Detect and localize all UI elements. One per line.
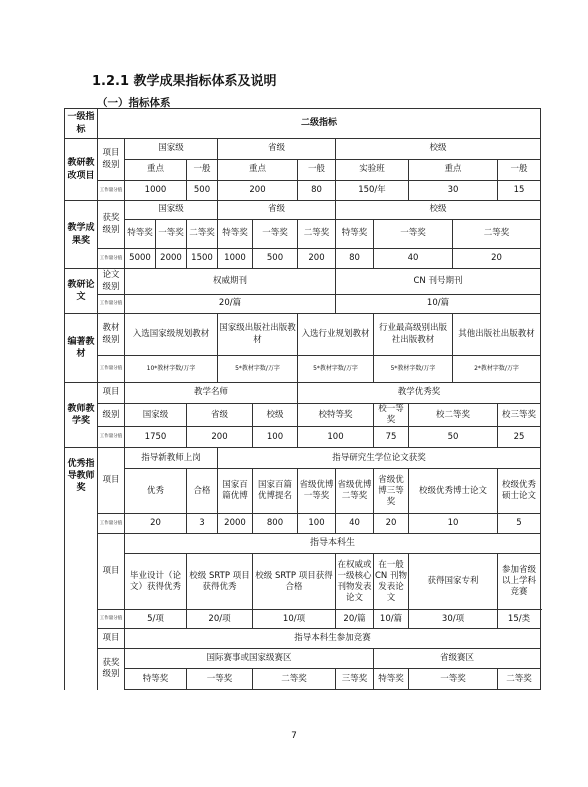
indicator-table (64, 108, 541, 690)
cell: 国家级出版社出版教材 (218, 314, 298, 356)
cell: 权威期刊 (125, 269, 336, 295)
cell: 重点 (218, 160, 298, 181)
cell: 一等奖 (409, 669, 498, 690)
cell: 1750 (125, 427, 187, 448)
category-teacher-prize: 教师教学奖 (65, 383, 98, 448)
cell: 合格 (187, 469, 218, 514)
cell: 毕业设计（论文）获得优秀 (125, 554, 187, 610)
row-label: 教材级别 (98, 314, 125, 356)
table-row (65, 649, 541, 669)
cell: 20/篇 (336, 610, 374, 629)
unit-label: 工作量分值 (98, 295, 125, 314)
table-row (65, 514, 541, 534)
category-teaching-reform: 教研教改项目 (65, 139, 98, 201)
header-level1: 一级指标 (65, 109, 98, 139)
cell: 150/年 (336, 181, 409, 201)
section-heading: 1.2.1 教学成果指标体系及说明 (92, 74, 277, 89)
cell: 1000 (218, 249, 253, 269)
cell: 10*教材字数/万字 (125, 356, 218, 383)
cell: 指导新教师上岗 (125, 448, 218, 469)
cell: 省级优博三等奖 (374, 469, 409, 514)
unit-label: 工作量分值 (98, 610, 125, 629)
row-label: 项目 (98, 448, 125, 514)
cell: 国际赛事或国家级赛区 (125, 649, 374, 669)
cell: 优秀 (125, 469, 187, 514)
cell: 国家级 (125, 139, 218, 160)
cell: 5 (498, 514, 541, 534)
subsection-heading: （一）指标体系 (97, 97, 171, 109)
cell: 校一等奖 (374, 404, 409, 427)
cell: 省级 (218, 139, 336, 160)
cell: 2*教材字数/万字 (453, 356, 541, 383)
table-row (65, 534, 541, 554)
cell: 校二等奖 (409, 404, 498, 427)
cell: 800 (253, 514, 298, 534)
cell: 二等奖 (253, 669, 336, 690)
cell: 50 (409, 427, 498, 448)
cell: 省级 (187, 404, 253, 427)
cell: 80 (298, 181, 336, 201)
cell: 入选行业规划教材 (298, 314, 374, 356)
cell: 1500 (187, 249, 218, 269)
cell: 特等奖 (336, 220, 374, 249)
cell: 15/类 (498, 610, 541, 629)
unit-label: 工作量分值 (98, 514, 125, 534)
row-label: 项目 (98, 383, 125, 404)
table-row (65, 269, 541, 295)
cell: 5/项 (125, 610, 187, 629)
cell: 校级 SRTP 项目获得优秀 (187, 554, 253, 610)
cell: 特等奖 (218, 220, 253, 249)
cell: 国家级 (125, 404, 187, 427)
cell: 教学优秀奖 (298, 383, 541, 404)
cell: 一等奖 (253, 220, 298, 249)
table-row (65, 383, 541, 404)
cell: 10/项 (253, 610, 336, 629)
cell: 2000 (156, 249, 187, 269)
cell: 二等奖 (453, 220, 541, 249)
cell: 40 (336, 514, 374, 534)
cell: 1000 (125, 181, 187, 201)
table-row (65, 201, 541, 220)
cell: 校级 (336, 139, 541, 160)
cell: 国家级 (125, 201, 218, 220)
cell: 5*教材字数/万字 (298, 356, 374, 383)
table-header-row (65, 109, 541, 139)
cell: 重点 (125, 160, 187, 181)
cell: 200 (187, 427, 253, 448)
cell: 校特等奖 (298, 404, 374, 427)
cell: 重点 (409, 160, 498, 181)
cell: 20/项 (187, 610, 253, 629)
row-label: 项目 级别 (98, 139, 125, 181)
cell: 100 (253, 427, 298, 448)
cell: 指导研究生学位论文获奖 (218, 448, 541, 469)
unit-label: 工作量分值 (98, 181, 125, 201)
cell: 特等奖 (125, 669, 187, 690)
cell: 20/篇 (125, 295, 336, 314)
row-label: 项目 (98, 534, 125, 610)
cell: 40 (374, 249, 453, 269)
cell: 5*教材字数/万字 (218, 356, 298, 383)
cell: 行业最高级别出版社出版教材 (374, 314, 453, 356)
cell: 30/项 (409, 610, 498, 629)
table-row (65, 448, 541, 469)
cell: 入选国家级规划教材 (125, 314, 218, 356)
cell: 200 (218, 181, 298, 201)
table-row (65, 314, 541, 356)
cell: 75 (374, 427, 409, 448)
row-label: 项目 (98, 629, 125, 649)
unit-label: 工作量分值 (98, 356, 125, 383)
table-row (65, 427, 541, 448)
cell: 省级 (218, 201, 336, 220)
cell: 校级优秀硕士论文 (498, 469, 541, 514)
unit-label: 工作量分值 (98, 249, 125, 269)
cell: 省级优博一等奖 (298, 469, 336, 514)
table-row (65, 295, 541, 314)
cell: 5*教材字数/万字 (374, 356, 453, 383)
unit-label: 工作量分值 (98, 427, 125, 448)
cell: 指导本科生 (125, 534, 541, 554)
category-teaching-achievement: 教学成果奖 (65, 201, 98, 269)
table-row (65, 181, 541, 201)
cell: 80 (336, 249, 374, 269)
category-mentor: 优秀指导教师奖 (65, 448, 98, 690)
cell: 2000 (218, 514, 253, 534)
cell: 100 (298, 514, 336, 534)
cell: 实验班 (336, 160, 409, 181)
table-row (65, 404, 541, 427)
cell: 一等奖 (156, 220, 187, 249)
cell: 国家百篇优博 (218, 469, 253, 514)
cell: 一等奖 (374, 220, 453, 249)
row-label: 获奖级别 (98, 201, 125, 249)
table-row (65, 669, 541, 690)
cell: 10/篇 (336, 295, 541, 314)
cell: 省级赛区 (374, 649, 541, 669)
cell: 校三等奖 (498, 404, 541, 427)
cell: 200 (298, 249, 336, 269)
cell: 100 (298, 427, 374, 448)
cell: 10/篇 (374, 610, 409, 629)
cell: 20 (453, 249, 541, 269)
cell: 在权威或一级核心刊物发表论文 (336, 554, 374, 610)
page-number: 7 (291, 731, 297, 741)
cell: 参加省级以上学科竞赛 (498, 554, 541, 610)
cell: 15 (498, 181, 541, 201)
cell: 10 (409, 514, 498, 534)
table-row (65, 554, 541, 610)
cell: 5000 (125, 249, 156, 269)
cell: 特等奖 (374, 669, 409, 690)
category-research-paper: 教研论文 (65, 269, 98, 314)
cell: 校级 (336, 201, 541, 220)
table-row (65, 139, 541, 160)
cell: 在一般 CN 刊物发表论文 (374, 554, 409, 610)
cell: 三等奖 (336, 669, 374, 690)
cell: 20 (374, 514, 409, 534)
cell: 国家百篇优博提名 (253, 469, 298, 514)
table-row (65, 160, 541, 181)
table-row (65, 469, 541, 514)
category-textbook: 编著教材 (65, 314, 98, 383)
table-row (65, 629, 541, 649)
table-row (65, 356, 541, 383)
row-label: 论文级别 (98, 269, 125, 295)
cell: 3 (187, 514, 218, 534)
cell: 一等奖 (187, 669, 253, 690)
cell: 30 (409, 181, 498, 201)
table-row (65, 220, 541, 249)
table-row (65, 610, 541, 629)
cell: 校级 (253, 404, 298, 427)
cell: 省级优博二等奖 (336, 469, 374, 514)
cell: 其他出版社出版教材 (453, 314, 541, 356)
cell: 一般 (498, 160, 541, 181)
cell: 500 (187, 181, 218, 201)
header-level2: 二级指标 (98, 109, 541, 139)
cell: 二等奖 (498, 669, 541, 690)
cell: 校级优秀博士论文 (409, 469, 498, 514)
cell: 校级 SRTP 项目获得合格 (253, 554, 336, 610)
cell: 25 (498, 427, 541, 448)
cell: 二等奖 (187, 220, 218, 249)
cell: 教学名师 (125, 383, 298, 404)
cell: 20 (125, 514, 187, 534)
table-row (65, 249, 541, 269)
cell: 指导本科生参加竞赛 (125, 629, 541, 649)
cell: 一般 (298, 160, 336, 181)
cell: 获得国家专利 (409, 554, 498, 610)
cell: 一般 (187, 160, 218, 181)
cell: 二等奖 (298, 220, 336, 249)
cell: CN 刊号期刊 (336, 269, 541, 295)
row-label: 级别 (98, 404, 125, 427)
cell: 特等奖 (125, 220, 156, 249)
cell: 500 (253, 249, 298, 269)
row-label: 获奖级别 (98, 649, 125, 690)
